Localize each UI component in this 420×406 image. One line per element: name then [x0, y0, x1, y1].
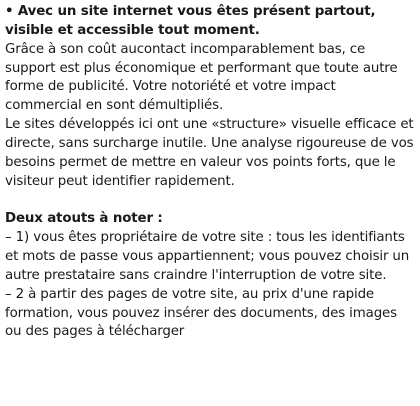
intro-paragraph-structure: Le sites développés ici ont une «structure» visuelle efficace et directe, sans surcharge inutile. Une analyse rigoureuse de vos besoins permet de mettre en valeur vos points forts, que le visiteur peut identifier rapidement. [5, 117, 414, 189]
advantage-item-ownership: – 1) vous êtes propriétaire de votre site : tous les identifiants et mots de passe vous appartiennent; vous pouvez choisir un autre prestataire sans craindre l'interruption de votre site. [5, 230, 410, 283]
intro-paragraph-cost: Grâce à son coût aucontact incomparablement bas, ce support est plus économique et performant que toute autre forme de publicité. Votre notoriété et votre impact commercial en sont démultipliés. [5, 41, 398, 114]
advantages-heading: Deux atouts à noter : [5, 211, 163, 227]
paragraph-spacer [5, 191, 416, 210]
advantage-item-editing: – 2 à partir des pages de votre site, au prix d'une rapide formation, vous pouvez insérer des documents, des images ou des pages à télécharger [5, 286, 397, 340]
intro-heading: • Avec un site internet vous êtes présent partout, visible et accessible tout moment. [5, 4, 376, 38]
